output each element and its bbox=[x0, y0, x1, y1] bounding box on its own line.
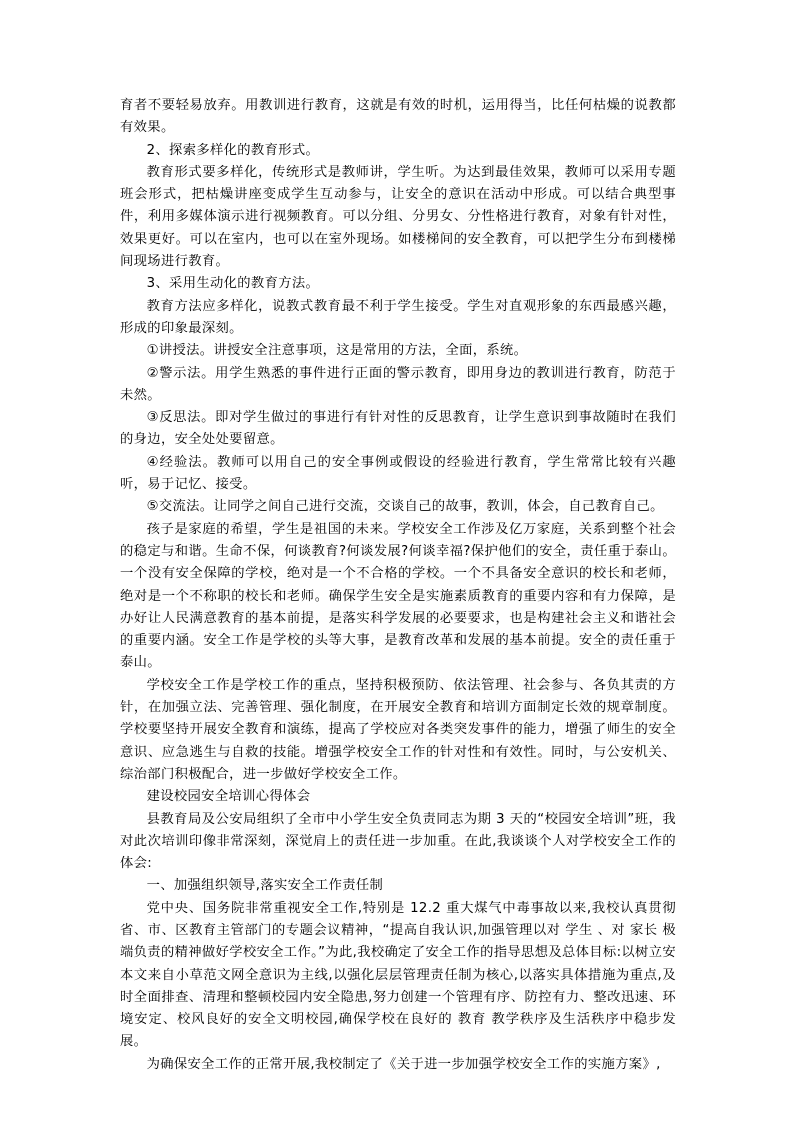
list-item: ②警示法。用学生熟悉的事件进行正面的警示教育，即用身边的教训进行教育，防范于未然。 bbox=[120, 365, 676, 403]
section-heading: 3、采用生动化的教育方法。 bbox=[146, 276, 320, 292]
paragraph: 孩子是家庭的希望，学生是祖国的未来。学校安全工作涉及亿万家庭，关系到整个社会的稳定与和谐。生命不保，何谈教育?何谈发展?何谈幸福?保护他们的安全，责任重于泰山。一个没有安全保障的学校，绝对是一个不合格的学校。一个不具备安全意识的校长和老师，绝对是一个不称职的校长和老师。确保学生安全是实施素质教育的重要内容和有力保障，是办好让人民满意教育的基本前提，是落实科学发展的必要要求，也是构建社会主义和谐社会的重要内涵。安全工作是学校的头等大事，是教育改革和发展的基本前提。安全的责任重于泰山。 bbox=[120, 521, 676, 671]
paragraph: 学校安全工作是学校工作的重点，坚持积极预防、依法管理、社会参与、各负其责的方针，在加强立法、完善管理、强化制度，在开展安全教育和培训方面制定长效的规章制度。学校要坚持开展安全教育和演练，提高了学校应对各类突发事件的能力，增强了师生的安全意识、应急逃生与自救的技能。增强学校安全工作的针对性和有效性。同时，与公安机关、综治部门积极配合，进一步做好学校安全工作。 bbox=[120, 677, 676, 782]
paragraph: 县教育局及公安局组织了全市中小学生安全负责同志为期 3 天的“校园安全培训”班，我对此次培训印像非常深刻，深觉肩上的责任进一步加重。在此,我谈谈个人对学校安全工作的体会: bbox=[120, 811, 676, 872]
paragraph: 育者不要轻易放弃。用教训进行教育，这就是有效的时机，运用得当，比任何枯燥的说教都有效果。 bbox=[120, 98, 676, 136]
paragraph: 党中央、国务院非常重视安全工作,特别是 12.2 重大煤气中毒事故以来,我校认真贯彻省、市、区教育主管部门的专题会议精神，“提高自我认识,加强管理以对 学生 、对 家长 极端负责的精神做好学校安全工作。”为此,我校确定了安全工作的指导思想及总体目标:以树立安本文来自小草范文网全意识为主线,以强化层层管理责任制为核心,以落实具体措施为重点,及时全面排查、清理和整顿校园内安全隐患,努力创建一个管理有序、防控有力、整改迅速、环境安定、校风良好的安全文明校园,确保学校在良好的 教育 教学秩序及生活秩序中稳步发展。 bbox=[120, 900, 676, 1050]
list-item: ③反思法。即对学生做过的事进行有针对性的反思教育，让学生意识到事故随时在我们的身边，安全处处要留意。 bbox=[120, 410, 676, 448]
article-title: 建设校园安全培训心得体会 bbox=[146, 789, 311, 805]
paragraph: 教育形式要多样化，传统形式是教师讲，学生听。为达到最佳效果，教师可以采用专题班会形式，把枯燥讲座变成学生互动参与，让安全的意识在活动中形成。可以结合典型事件，利用多媒体演示进行视频教育。可以分组、分男女、分性格进行教育，对象有针对性，效果更好。可以在室内，也可以在室外现场。如楼梯间的安全教育，可以把学生分布到楼梯间现场进行教育。 bbox=[120, 164, 676, 270]
list-item: ⑤交流法。让同学之间自己进行交流，交谈自己的故事，教训，体会，自己教育自己。 bbox=[146, 499, 664, 515]
list-item: ①讲授法。讲授安全注意事项，这是常用的方法，全面，系统。 bbox=[146, 343, 528, 359]
section-heading: 2、探索多样化的教育形式。 bbox=[146, 142, 320, 158]
list-item: ④经验法。教师可以用自己的安全事例或假设的经验进行教育，学生常常比较有兴趣听，易于记忆、接受。 bbox=[120, 454, 676, 493]
document-page bbox=[120, 95, 676, 1076]
paragraph: 教育方法应多样化，说教式教育最不利于学生接受。学生对直观形象的东西最感兴趣，形成的印象最深刻。 bbox=[120, 298, 676, 336]
paragraph: 为确保安全工作的正常开展,我校制定了《关于进一步加强学校安全工作的实施方案》, bbox=[146, 1056, 661, 1072]
section-heading: 一、加强组织领导,落实安全工作责任制 bbox=[146, 878, 384, 894]
